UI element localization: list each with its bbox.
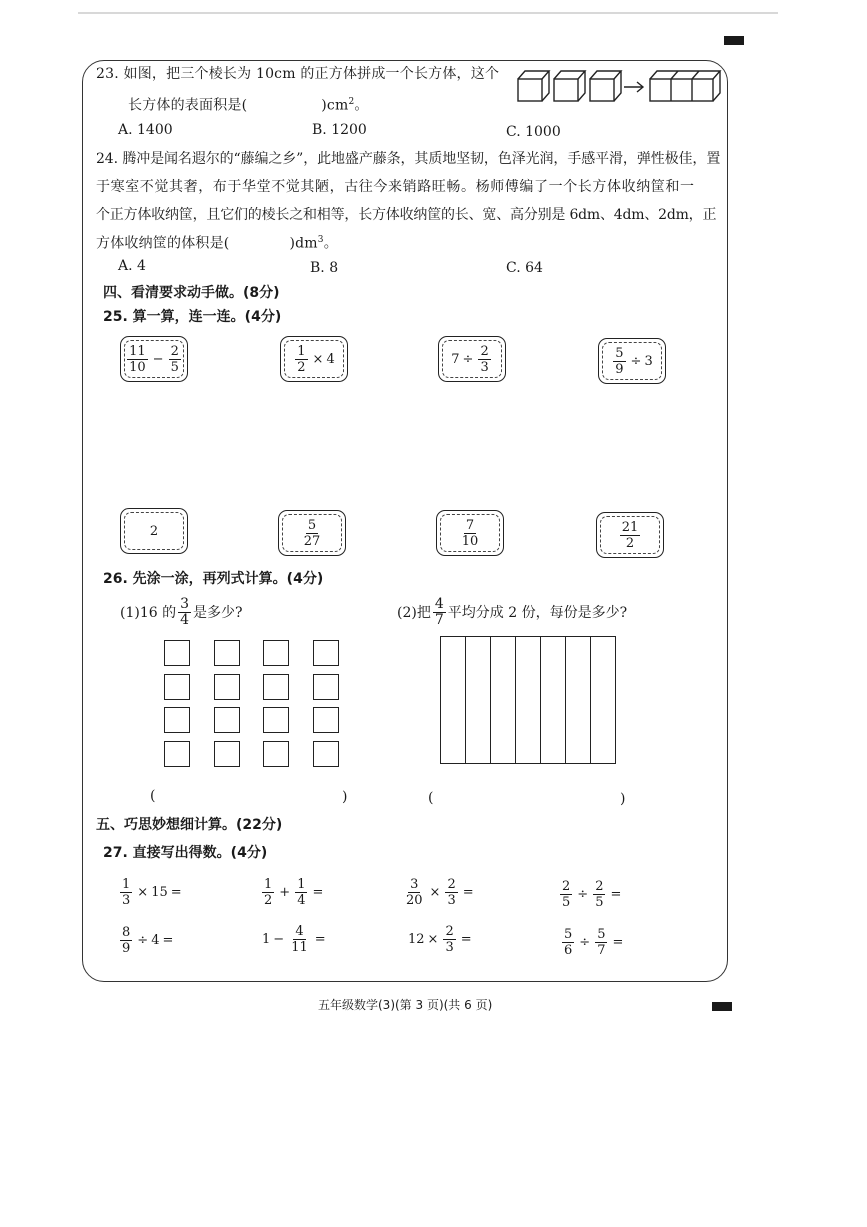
shade-square[interactable]: [263, 741, 289, 767]
q23-unit-exponent: 2: [348, 97, 355, 107]
rectangle-part[interactable]: [441, 637, 466, 763]
frac-num: 11: [129, 343, 146, 359]
q27-r1-expr1: [118, 876, 182, 908]
q27-r2-expr1: [118, 924, 173, 956]
cuboid: [650, 71, 720, 101]
q25-title: 25. 算一算，连一连。(4分): [103, 309, 282, 325]
shade-square[interactable]: [263, 707, 289, 733]
frac-den: 4: [297, 893, 306, 908]
q26-part1-answer-field[interactable]: [160, 784, 340, 806]
frac-num: 2: [170, 343, 179, 359]
q27-r2-expr3: [408, 924, 472, 955]
prompt-tail: 平均分成 2 份，每份是多少?: [447, 604, 628, 621]
q24-option-a[interactable]: A. 4: [118, 258, 146, 274]
shade-square[interactable]: [214, 640, 240, 666]
equals-sign: =: [610, 887, 622, 902]
operand: 12: [408, 932, 425, 947]
frac-den: 5: [562, 895, 571, 910]
operator: ÷: [630, 353, 642, 369]
frac-num: 2: [445, 924, 454, 939]
cube-diagram: [516, 67, 722, 107]
q23-line1: 23. 如图，把三个棱长为 10cm 的正方体拼成一个长方体，这个: [96, 66, 500, 82]
equals-sign: =: [462, 885, 474, 900]
shade-square[interactable]: [164, 707, 190, 733]
q24-line4: [96, 230, 724, 254]
frac-den: 5: [595, 895, 604, 910]
q26-part2-answer-field[interactable]: [438, 786, 618, 808]
q24-line3: 个正方体收纳筐，且它们的棱长之和相等，长方体收纳筐的长、宽、高分别是 6dm、4dm、2dm，正: [96, 207, 717, 223]
frac-num: 2: [562, 879, 571, 894]
frac-den: 3: [122, 893, 131, 908]
operator: ×: [427, 932, 439, 947]
q25-card-bottom-2[interactable]: [278, 510, 346, 556]
arrow-icon: [624, 82, 643, 92]
frac-den: 2: [264, 893, 273, 908]
frac-num: 1: [297, 343, 306, 359]
q26-part1-paren-close: ): [342, 789, 348, 805]
frac-den: 6: [564, 943, 573, 958]
shade-square[interactable]: [214, 674, 240, 700]
q27-r2-expr4: [560, 926, 623, 958]
frac-den: 20: [406, 893, 423, 908]
equals-sign: =: [460, 932, 472, 947]
page-footer: 五年级数学(3)(第 3 页)(共 6 页): [318, 998, 493, 1012]
shade-square[interactable]: [214, 707, 240, 733]
registration-mark-top: [724, 36, 744, 45]
q26-part2-paren-close: ): [620, 791, 626, 807]
q23-option-a[interactable]: A. 1400: [118, 122, 173, 138]
frac-den: 10: [129, 359, 146, 375]
cube-3: [590, 71, 621, 101]
frac-num: 1: [122, 877, 131, 892]
frac-num: 2: [447, 877, 456, 892]
frac-den: 3: [480, 359, 489, 375]
frac-den: 3: [447, 893, 456, 908]
q24-option-b[interactable]: B. 8: [310, 260, 339, 276]
q27-r1-expr3: [402, 876, 474, 908]
rectangle-part[interactable]: [516, 637, 541, 763]
operand: 15: [151, 885, 168, 900]
answer-value: 2: [149, 523, 159, 539]
shade-square[interactable]: [313, 707, 339, 733]
frac-num: 5: [564, 927, 573, 942]
frac-num: 7: [465, 517, 475, 533]
q25-card-top-2[interactable]: [280, 336, 348, 382]
rectangle-part[interactable]: [541, 637, 566, 763]
section5-title: 五、巧思妙想细计算。(22分): [96, 817, 283, 833]
operand: 4: [151, 933, 160, 948]
operator: ÷: [579, 935, 591, 950]
operator: ÷: [577, 887, 589, 902]
shade-square[interactable]: [263, 674, 289, 700]
operator: ×: [137, 885, 149, 900]
q26-part1-prompt: [120, 597, 243, 628]
registration-mark-bottom: [712, 1002, 732, 1011]
frac-num: 1: [297, 877, 306, 892]
operand: 3: [644, 353, 653, 369]
frac-num: 1: [264, 877, 273, 892]
prompt-lead: (1)16 的: [120, 604, 177, 621]
shade-square[interactable]: [313, 741, 339, 767]
q25-card-top-1[interactable]: [120, 336, 188, 382]
operator: ÷: [462, 351, 474, 367]
q24-line4-a: 方体收纳筐的体积是(: [96, 235, 230, 252]
q23-line2-b: )cm: [321, 97, 349, 114]
frac-num: 2: [595, 879, 604, 894]
frac-num: 3: [180, 596, 190, 612]
shade-square[interactable]: [313, 640, 339, 666]
q26-part2-paren-open: (: [428, 790, 434, 806]
operator: ×: [312, 351, 324, 367]
q24-option-c[interactable]: C. 64: [506, 260, 543, 276]
operator: −: [273, 932, 285, 947]
frac-den: 27: [303, 533, 321, 549]
frac-den: 2: [625, 535, 635, 551]
section4-title: 四、看清要求动手做。(8分): [103, 285, 280, 301]
equals-sign: =: [162, 933, 174, 948]
frac-den: 11: [291, 940, 308, 955]
q23-option-b[interactable]: B. 1200: [312, 122, 367, 138]
frac-den: 7: [434, 612, 444, 628]
operand: 4: [326, 351, 335, 367]
rectangle-part[interactable]: [591, 637, 615, 763]
prompt-lead: (2)把: [397, 604, 431, 621]
frac-den: 3: [445, 940, 454, 955]
frac-den: 9: [122, 941, 131, 956]
operand: 7: [451, 351, 460, 367]
q27-r2-expr2: [262, 924, 326, 955]
frac-num: 5: [615, 345, 624, 361]
operand: 1: [262, 932, 271, 947]
frac-num: 5: [597, 927, 606, 942]
q24-line4-b: )dm: [289, 235, 318, 252]
frac-num: 3: [410, 877, 419, 892]
q27-r1-expr4: [558, 878, 621, 910]
cube-2: [554, 71, 585, 101]
scan-edge: [78, 12, 778, 14]
equals-sign: =: [312, 885, 324, 900]
q27-title: 27. 直接写出得数。(4分): [103, 845, 268, 861]
equals-sign: =: [314, 932, 326, 947]
frac-num: 21: [621, 519, 639, 535]
q25-card-top-3[interactable]: [438, 336, 506, 382]
frac-den: 10: [461, 533, 479, 549]
frac-den: 9: [615, 361, 624, 377]
frac-num: 5: [307, 517, 317, 533]
frac-num: 8: [122, 925, 131, 940]
frac-den: 2: [297, 359, 306, 375]
shade-square[interactable]: [214, 741, 240, 767]
frac-num: 4: [295, 924, 304, 939]
rectangle-part[interactable]: [466, 637, 491, 763]
frac-num: 2: [480, 343, 489, 359]
rectangle-part[interactable]: [491, 637, 516, 763]
operator: ÷: [137, 933, 149, 948]
q25-card-bottom-3[interactable]: [436, 510, 504, 556]
q25-card-top-4[interactable]: [598, 338, 666, 384]
operator: ×: [429, 885, 441, 900]
q27-r1-expr2: [260, 876, 323, 908]
q23-line2-c: 。: [354, 97, 369, 114]
operator: −: [152, 351, 164, 367]
q24-line1: 24. 腾冲是闻名遐尔的“藤编之乡”，此地盛产藤条，其质地坚韧，色泽光润，手感平滑，弹性极佳，置: [96, 151, 721, 167]
shade-square[interactable]: [263, 640, 289, 666]
q26-part1-paren-open: (: [150, 788, 156, 804]
shade-square[interactable]: [164, 674, 190, 700]
rectangle-part[interactable]: [566, 637, 591, 763]
q24-unit-exponent: 3: [317, 235, 324, 245]
q26-part2-prompt: [397, 597, 627, 628]
q23-option-c[interactable]: C. 1000: [506, 124, 561, 140]
frac-den: 4: [180, 612, 190, 628]
q24-line4-c: 。: [323, 235, 338, 252]
q25-card-bottom-4[interactable]: [596, 512, 664, 558]
cube-1: [518, 71, 549, 101]
q23-line2-a: 长方体的表面积是(: [128, 97, 248, 114]
equals-sign: =: [612, 935, 624, 950]
operator: +: [279, 885, 291, 900]
equals-sign: =: [170, 885, 182, 900]
shade-square[interactable]: [164, 640, 190, 666]
q24-line2: 于寒室不觉其奢，布于华堂不觉其陋，古往今来销路旺畅。杨师傅编了一个长方体收纳筐和一: [96, 179, 695, 195]
shade-square[interactable]: [164, 741, 190, 767]
seven-part-rectangle: [440, 636, 616, 764]
frac-den: 7: [597, 943, 606, 958]
frac-den: 5: [170, 359, 179, 375]
q26-title: 26. 先涂一涂，再列式计算。(4分): [103, 571, 324, 587]
shade-square[interactable]: [313, 674, 339, 700]
q25-card-bottom-1[interactable]: [120, 508, 188, 554]
prompt-tail: 是多少?: [193, 604, 243, 621]
frac-num: 4: [434, 596, 444, 612]
